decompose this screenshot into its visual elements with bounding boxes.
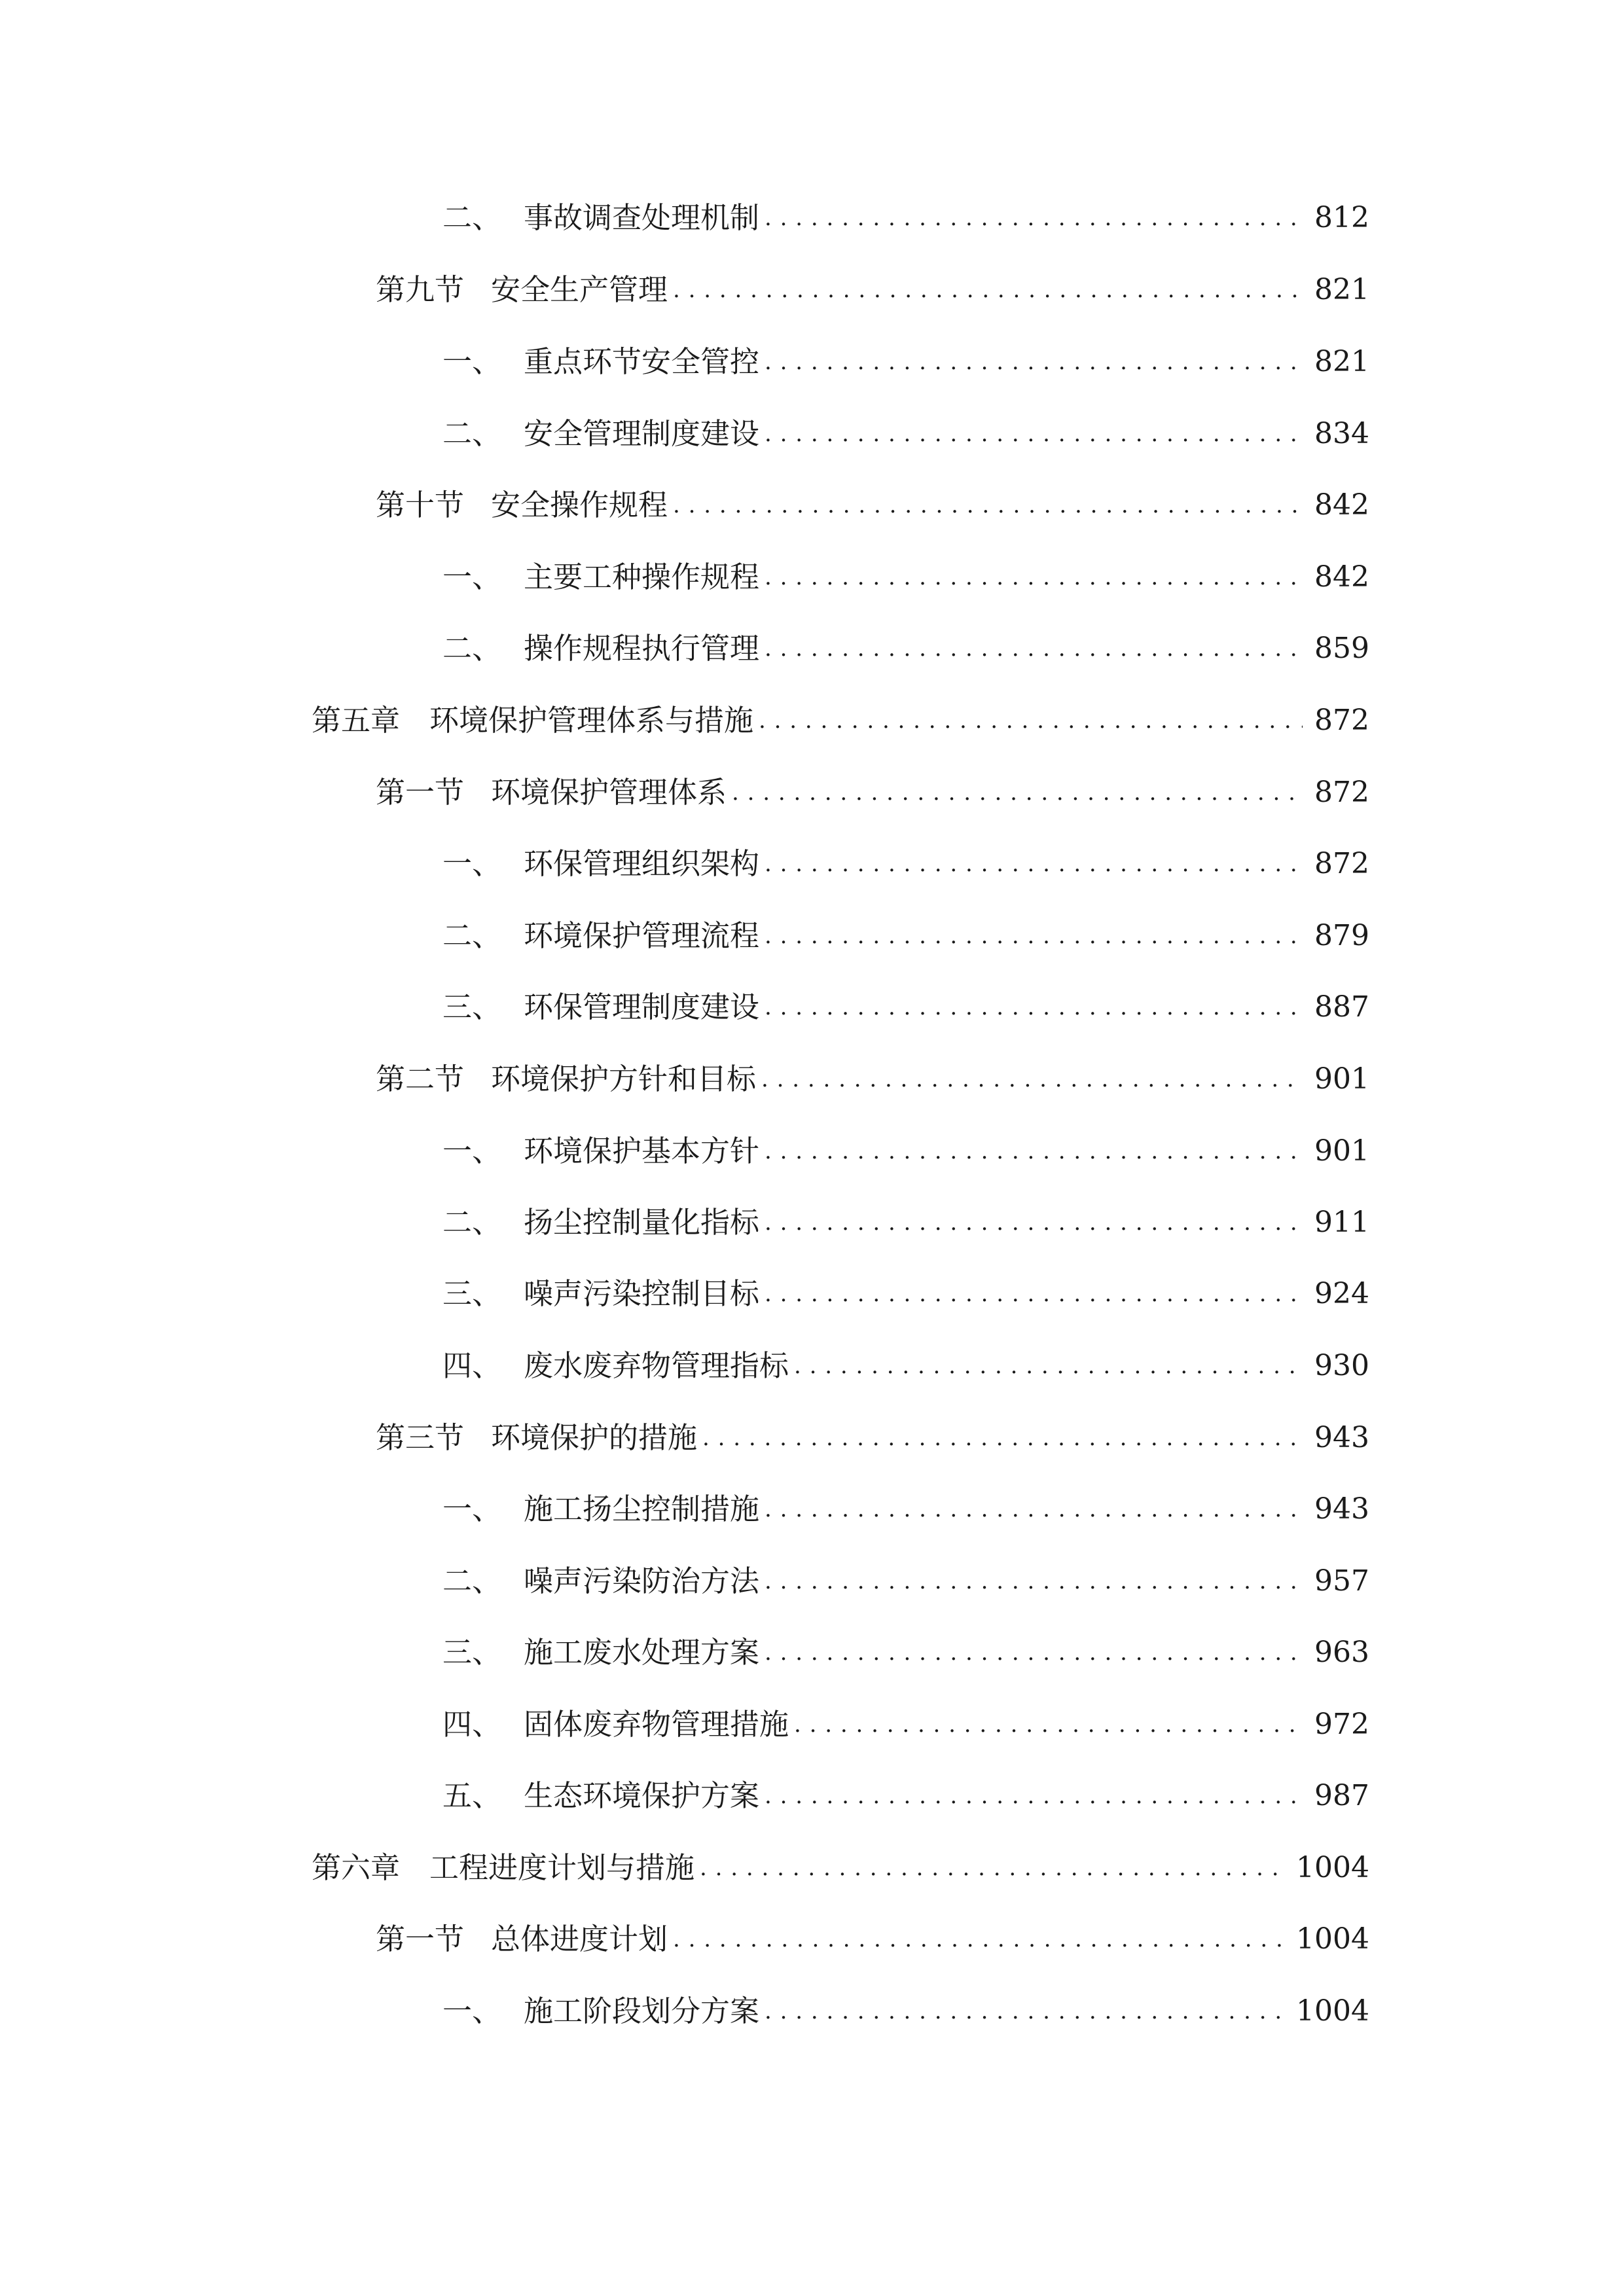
toc-entry[interactable] xyxy=(442,1630,1369,1676)
page-number: 1004 xyxy=(1296,1994,1369,2028)
entry-title: 重点环节安全管控 xyxy=(524,344,760,379)
toc-entry[interactable] xyxy=(442,411,1369,457)
entry-title: 施工阶段划分方案 xyxy=(524,1994,760,2028)
dot-leader xyxy=(765,1988,1284,2034)
toc-entry[interactable] xyxy=(442,554,1369,600)
entry-number: 四、 xyxy=(442,1348,502,1383)
entry-number: 第一节 xyxy=(376,775,465,810)
page-number: 872 xyxy=(1314,704,1369,737)
entry-number: 二、 xyxy=(442,200,502,235)
dot-leader xyxy=(700,1845,1284,1891)
page-number: 987 xyxy=(1314,1779,1369,1812)
page-number: 872 xyxy=(1314,776,1369,809)
page-number: 812 xyxy=(1314,201,1369,234)
toc-entry[interactable] xyxy=(442,1702,1369,1748)
dot-leader xyxy=(794,1702,1303,1748)
toc-entry[interactable] xyxy=(442,841,1369,887)
page-number: 924 xyxy=(1314,1277,1369,1310)
entry-number: 第一节 xyxy=(376,1922,465,1956)
entry-title: 固体废弃物管理措施 xyxy=(524,1707,789,1742)
page-number: 930 xyxy=(1314,1349,1369,1382)
dot-leader xyxy=(765,1558,1303,1604)
entry-number: 一、 xyxy=(442,344,502,379)
toc-entry[interactable] xyxy=(442,1773,1369,1819)
page-number: 859 xyxy=(1314,632,1369,665)
toc-entry[interactable] xyxy=(442,1128,1369,1174)
entry-number: 第三节 xyxy=(376,1420,465,1455)
entry-title: 环境保护管理流程 xyxy=(524,918,760,953)
dot-leader xyxy=(765,626,1303,672)
entry-number: 一、 xyxy=(442,1994,502,2028)
toc-entry[interactable] xyxy=(442,1200,1369,1246)
dot-leader xyxy=(765,1271,1303,1317)
toc-entry[interactable] xyxy=(442,339,1369,385)
dot-leader xyxy=(759,698,1303,744)
entry-number: 第五章 xyxy=(312,703,401,738)
page-number: 943 xyxy=(1314,1421,1369,1454)
entry-number: 五、 xyxy=(442,1778,502,1813)
page-number: 1004 xyxy=(1296,1922,1369,1956)
entry-title: 扬尘控制量化指标 xyxy=(524,1205,760,1240)
entry-number: 第十节 xyxy=(376,488,465,522)
entry-title: 环保管理组织架构 xyxy=(524,846,760,881)
toc-entry[interactable] xyxy=(442,1343,1369,1389)
toc-entry[interactable] xyxy=(376,770,1369,816)
toc-entry[interactable] xyxy=(376,267,1369,313)
toc-entry[interactable] xyxy=(312,1845,1369,1891)
entry-title: 主要工种操作规程 xyxy=(524,560,760,594)
dot-leader xyxy=(765,1128,1303,1174)
dot-leader xyxy=(765,1630,1303,1676)
entry-title: 施工废水处理方案 xyxy=(524,1635,760,1670)
page-number: 957 xyxy=(1314,1564,1369,1598)
page-number: 872 xyxy=(1314,847,1369,880)
entry-number: 一、 xyxy=(442,846,502,881)
dot-leader xyxy=(765,984,1303,1030)
entry-title: 事故调查处理机制 xyxy=(524,200,760,235)
entry-title: 总体进度计划 xyxy=(491,1922,668,1956)
dot-leader xyxy=(765,1773,1303,1819)
entry-number: 三、 xyxy=(442,1276,502,1311)
dot-leader xyxy=(673,1916,1284,1962)
entry-title: 噪声污染控制目标 xyxy=(524,1276,760,1311)
entry-number: 二、 xyxy=(442,1205,502,1240)
page-number: 943 xyxy=(1314,1492,1369,1526)
toc-entry[interactable] xyxy=(442,1486,1369,1532)
toc-entry[interactable] xyxy=(442,195,1369,241)
toc-entry[interactable] xyxy=(442,1558,1369,1604)
page-number: 842 xyxy=(1314,560,1369,594)
entry-number: 第六章 xyxy=(312,1850,401,1885)
dot-leader xyxy=(794,1343,1303,1389)
toc-entry[interactable] xyxy=(442,626,1369,672)
entry-number: 一、 xyxy=(442,1492,502,1526)
entry-number: 第二节 xyxy=(376,1062,465,1096)
entry-title: 环境保护管理体系与措施 xyxy=(429,703,754,738)
page-number: 834 xyxy=(1314,417,1369,450)
dot-leader xyxy=(765,1486,1303,1532)
dot-leader xyxy=(765,913,1303,959)
toc-entry[interactable] xyxy=(442,984,1369,1030)
page-number: 821 xyxy=(1314,273,1369,306)
toc-entry[interactable] xyxy=(312,698,1369,744)
entry-number: 三、 xyxy=(442,990,502,1024)
dot-leader xyxy=(765,554,1303,600)
page-number: 972 xyxy=(1314,1708,1369,1741)
toc-entry[interactable] xyxy=(376,482,1369,528)
toc-entry[interactable] xyxy=(376,1415,1369,1461)
entry-number: 二、 xyxy=(442,1564,502,1598)
entry-title: 操作规程执行管理 xyxy=(524,631,760,666)
entry-title: 环境保护管理体系 xyxy=(491,775,727,810)
dot-leader xyxy=(765,1200,1303,1246)
entry-title: 生态环境保护方案 xyxy=(524,1778,760,1813)
entry-number: 二、 xyxy=(442,416,502,451)
dot-leader xyxy=(765,339,1303,385)
page-number: 911 xyxy=(1314,1206,1369,1239)
entry-number: 四、 xyxy=(442,1707,502,1742)
entry-title: 安全管理制度建设 xyxy=(524,416,760,451)
page-number: 821 xyxy=(1314,345,1369,378)
dot-leader xyxy=(732,770,1303,816)
entry-title: 安全操作规程 xyxy=(491,488,668,522)
entry-title: 施工扬尘控制措施 xyxy=(524,1492,760,1526)
entry-title: 环境保护基本方针 xyxy=(524,1134,760,1168)
page-number: 879 xyxy=(1314,919,1369,952)
entry-title: 环保管理制度建设 xyxy=(524,990,760,1024)
entry-title: 环境保护的措施 xyxy=(491,1420,698,1455)
dot-leader xyxy=(673,267,1303,313)
page-number: 842 xyxy=(1314,488,1369,522)
entry-title: 工程进度计划与措施 xyxy=(429,1850,695,1885)
page-number: 963 xyxy=(1314,1636,1369,1669)
dot-leader xyxy=(765,411,1303,457)
toc-entry[interactable] xyxy=(442,1988,1369,2034)
toc-entry[interactable] xyxy=(376,1056,1369,1102)
entry-number: 二、 xyxy=(442,918,502,953)
page-number: 901 xyxy=(1314,1062,1369,1096)
toc-entry[interactable] xyxy=(442,913,1369,959)
toc-entry[interactable] xyxy=(442,1271,1369,1317)
dot-leader xyxy=(761,1056,1303,1102)
toc-entry[interactable] xyxy=(376,1916,1369,1962)
entry-number: 三、 xyxy=(442,1635,502,1670)
entry-title: 安全生产管理 xyxy=(491,272,668,307)
entry-title: 废水废弃物管理指标 xyxy=(524,1348,789,1383)
page-number: 901 xyxy=(1314,1134,1369,1168)
page-number: 887 xyxy=(1314,990,1369,1024)
dot-leader xyxy=(702,1415,1303,1461)
entry-number: 一、 xyxy=(442,1134,502,1168)
entry-number: 二、 xyxy=(442,631,502,666)
dot-leader xyxy=(673,482,1303,528)
entry-number: 一、 xyxy=(442,560,502,594)
entry-title: 环境保护方针和目标 xyxy=(491,1062,757,1096)
entry-number: 第九节 xyxy=(376,272,465,307)
dot-leader xyxy=(765,841,1303,887)
entry-title: 噪声污染防治方法 xyxy=(524,1564,760,1598)
dot-leader xyxy=(765,195,1303,241)
page-number: 1004 xyxy=(1296,1851,1369,1884)
